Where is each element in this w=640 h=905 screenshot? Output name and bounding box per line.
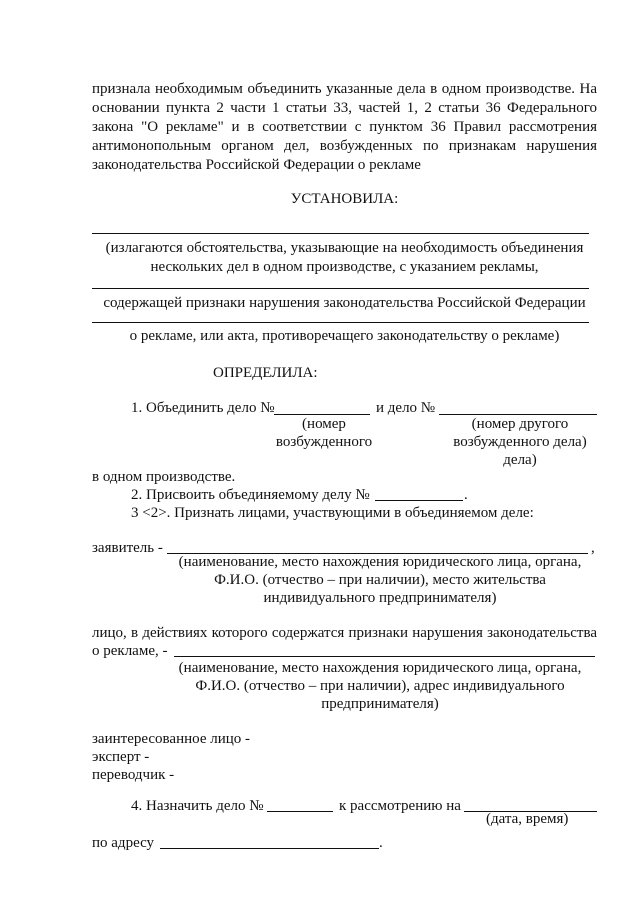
fill-line: [92, 288, 589, 289]
item3-text: 3 <2>. Признать лицами, участвующими в объединяемом деле:: [131, 505, 534, 521]
item1-text: 1. Объединить дело №: [131, 400, 275, 416]
item1-note-right-3: дела): [503, 452, 537, 468]
intro-line-1: признала необходимым объединить указанные дела в одном производстве. На: [92, 81, 597, 97]
new-case-number-blank: [375, 500, 463, 501]
item1-note-right-1: (номер другого: [471, 416, 569, 432]
ustanovila-line-2: нескольких дел в одном производстве, с указанием рекламы,: [150, 259, 539, 275]
applicant-note-1: (наименование, место нахождения юридического лица, органа,: [178, 554, 582, 570]
applicant-label: заявитель -: [92, 540, 163, 556]
applicant-note-2: Ф.И.О. (отчество – при наличии), место жительства: [214, 572, 546, 588]
violator-label: о рекламе, -: [92, 643, 168, 659]
ustanovila-line-3: содержащей признаки нарушения законодательства Российской Федерации: [103, 295, 586, 311]
ustanovila-line-4: о рекламе, или акта, противоречащего законодательству о рекламе): [129, 328, 560, 344]
translator: переводчик -: [92, 767, 175, 783]
ustanovila-line-1: (излагаются обстоятельства, указывающие на необходимость объединения: [105, 240, 584, 256]
address-end: .: [379, 835, 383, 851]
item2-end: .: [464, 487, 468, 503]
intro-line-4: антимонопольным органом дел, возбужденных по признакам нарушения: [92, 138, 597, 154]
item1-note-right-2: возбужденного дела): [453, 434, 587, 450]
item2-text: 2. Присвоить объединяемому делу №: [131, 487, 370, 503]
ustanovila-heading: УСТАНОВИЛА:: [290, 191, 399, 207]
item4-note: (дата, время): [486, 811, 569, 827]
intro-line-5: законодательства Российской Федерации о рекламе: [92, 157, 421, 173]
item4-mid: к рассмотрению на: [339, 798, 461, 814]
fill-line: [92, 233, 589, 234]
opredelila-heading: ОПРЕДЕЛИЛА:: [213, 365, 318, 381]
hearing-case-number-blank: [267, 811, 333, 812]
item1-and: и дело №: [376, 400, 436, 416]
violator-blank: [174, 656, 595, 657]
intro-line-3: закона "О рекламе" и в соответствии с пунктом 36 Правил рассмотрения: [92, 119, 597, 135]
intro-line-2: основании пункта 2 части 1 статьи 33, частей 1, 2 статьи 36 Федерального: [92, 100, 597, 116]
item1-tail: в одном производстве.: [92, 469, 236, 485]
address-label: по адресу: [92, 835, 155, 851]
applicant-end: ,: [591, 540, 595, 556]
item1-note-left-1: (номер: [302, 416, 346, 432]
violator-line-1: лицо, в действиях которого содержатся признаки нарушения законодательства: [92, 625, 597, 641]
applicant-note-3: индивидуального предпринимателя): [263, 590, 497, 606]
item1-note-left-2: возбужденного: [275, 434, 373, 450]
expert: эксперт -: [92, 749, 150, 765]
fill-line: [92, 322, 589, 323]
interested-party: заинтересованное лицо -: [92, 731, 251, 747]
violator-note-1: (наименование, место нахождения юридического лица, органа,: [178, 660, 582, 676]
violator-note-3: предпринимателя): [321, 696, 439, 712]
item4-text: 4. Назначить дело №: [131, 798, 264, 814]
violator-note-2: Ф.И.О. (отчество – при наличии), адрес индивидуального: [195, 678, 565, 694]
address-blank: [160, 848, 379, 849]
